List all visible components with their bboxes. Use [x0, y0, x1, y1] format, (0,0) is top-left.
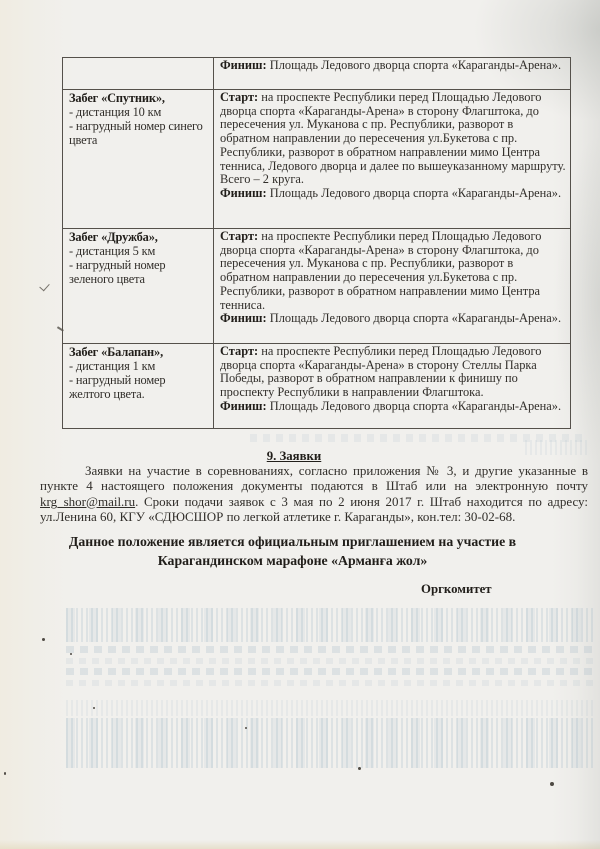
scan-speck [70, 653, 72, 655]
bleed-through-band [66, 658, 594, 664]
race-name: Забег «Спутник», [69, 91, 165, 105]
finish-label: Финиш: [220, 185, 267, 200]
start-paragraph [220, 230, 566, 312]
race-detail: - дистанция 1 км [69, 359, 156, 373]
bleed-through-band [66, 700, 594, 716]
finish-text: Площадь Ледового дворца спорта «Караганды-Арена». [266, 185, 562, 200]
race-name: Забег «Балапан», [69, 345, 164, 359]
race-detail: - дистанция 5 км [69, 244, 156, 258]
scan-speck [93, 707, 95, 709]
start-paragraph [220, 345, 566, 400]
finish-paragraph [220, 400, 566, 414]
race-name-cell [63, 344, 214, 429]
finish-text: Площадь Ледового дворца спорта «Караганды-Арена». [266, 398, 562, 413]
table-row-druzhba [63, 229, 571, 344]
start-label: Старт: [220, 344, 259, 358]
finish-text: Площадь Ледового дворца спорта «Караганды-Арена». [266, 311, 562, 326]
race-table [62, 57, 571, 429]
bleed-through-band [66, 668, 594, 675]
invitation-statement: Данное положение является официальным приглашением на участие в Карагандинском марафоне «Арманға жол» [68, 534, 517, 568]
race-name-cell [63, 229, 214, 344]
bleed-through-band [250, 434, 585, 442]
race-detail: - дистанция 10 км [69, 105, 162, 119]
bleed-through-band [66, 646, 594, 653]
start-text: на проспекте Республики перед Площадью Ледового дворца спорта «Караганды-Арена» в сторону Флагштока, до пересечения ул. Муканова с пр. Республики, разворот в обратном направлении до пересечения ул.Букетова с пр. Республики, разворот в обратном направлении мимо Центра тенниса, Ледового дворца и далее по вышеуказанному маршруту. [220, 90, 566, 173]
section-heading-zayavki: 9. Заявки [266, 449, 322, 463]
race-detail: - нагрудный номер синего цвета [69, 119, 203, 147]
finish-label: Финиш: [220, 398, 267, 413]
bleed-through-band [66, 718, 594, 768]
email-link: krg_shor@mail.ru [40, 493, 136, 509]
race-name-cell-empty [63, 58, 214, 90]
scan-speck [42, 638, 45, 641]
finish-label: Финиш: [220, 58, 267, 72]
route-cell [214, 58, 571, 90]
route-cell [214, 229, 571, 344]
applications-paragraph [40, 463, 588, 524]
start-label: Старт: [220, 90, 259, 104]
table-row-continuation [63, 58, 571, 90]
finish-label: Финиш: [220, 311, 267, 326]
table-row-sputnik [63, 90, 571, 229]
finish-paragraph [220, 187, 566, 201]
finish-paragraph [220, 312, 566, 326]
start-text: на проспекте Республики перед Площадью Ледового дворца спорта «Караганды-Арена» в сторону Стеллы Парка Победы, разворот в обратном направлении к финишу по проспекту Республики в направлении Флагштока. [220, 344, 542, 400]
paragraph-text: . Сроки подачи заявок с 3 мая по 2 июня 2017 г. Штаб находится по адресу: ул.Ленина 60, КГУ «СДЮСШОР по легкой атлетике г. Караганды», кон.тел: 30-02-68. [40, 493, 588, 524]
race-name-cell [63, 90, 214, 229]
scan-speck [4, 772, 6, 775]
scan-speck [358, 767, 361, 770]
finish-text: Площадь Ледового дворца спорта «Караганды-Арена». [266, 58, 562, 72]
scan-speck [550, 782, 554, 786]
paragraph-text: Заявки на участие в соревнованиях, согласно приложения № 3, и другие указанные в пункте 4 настоящего положения документы подаются в Штаб или на электронную почту [40, 463, 588, 494]
start-text: на проспекте Республики перед Площадью Ледового дворца спорта «Караганды-Арена» в сторону Флагштока, до пересечения ул. Муканова с пр. Республики, разворот в обратном направлении до пересечения ул.Букетова с пр. Республики, разворот в обратном направлении мимо Центра тенниса. [220, 229, 542, 312]
laps-note: Всего – 2 круга. [220, 172, 304, 187]
route-cell [214, 344, 571, 429]
race-detail: - нагрудный номер желтого цвета. [69, 373, 166, 401]
signature-orgkomitet: Оргкомитет [421, 582, 492, 596]
bleed-through-band [66, 680, 594, 686]
bleed-through-band [66, 608, 594, 642]
route-cell [214, 90, 571, 229]
start-paragraph [220, 91, 566, 173]
race-detail: - нагрудный номер зеленого цвета [69, 258, 166, 286]
scan-speck [245, 727, 247, 729]
scan-mark [39, 281, 49, 292]
race-name: Забег «Дружба», [69, 230, 158, 244]
start-label: Старт: [220, 229, 259, 243]
table-row-balapan [63, 344, 571, 429]
